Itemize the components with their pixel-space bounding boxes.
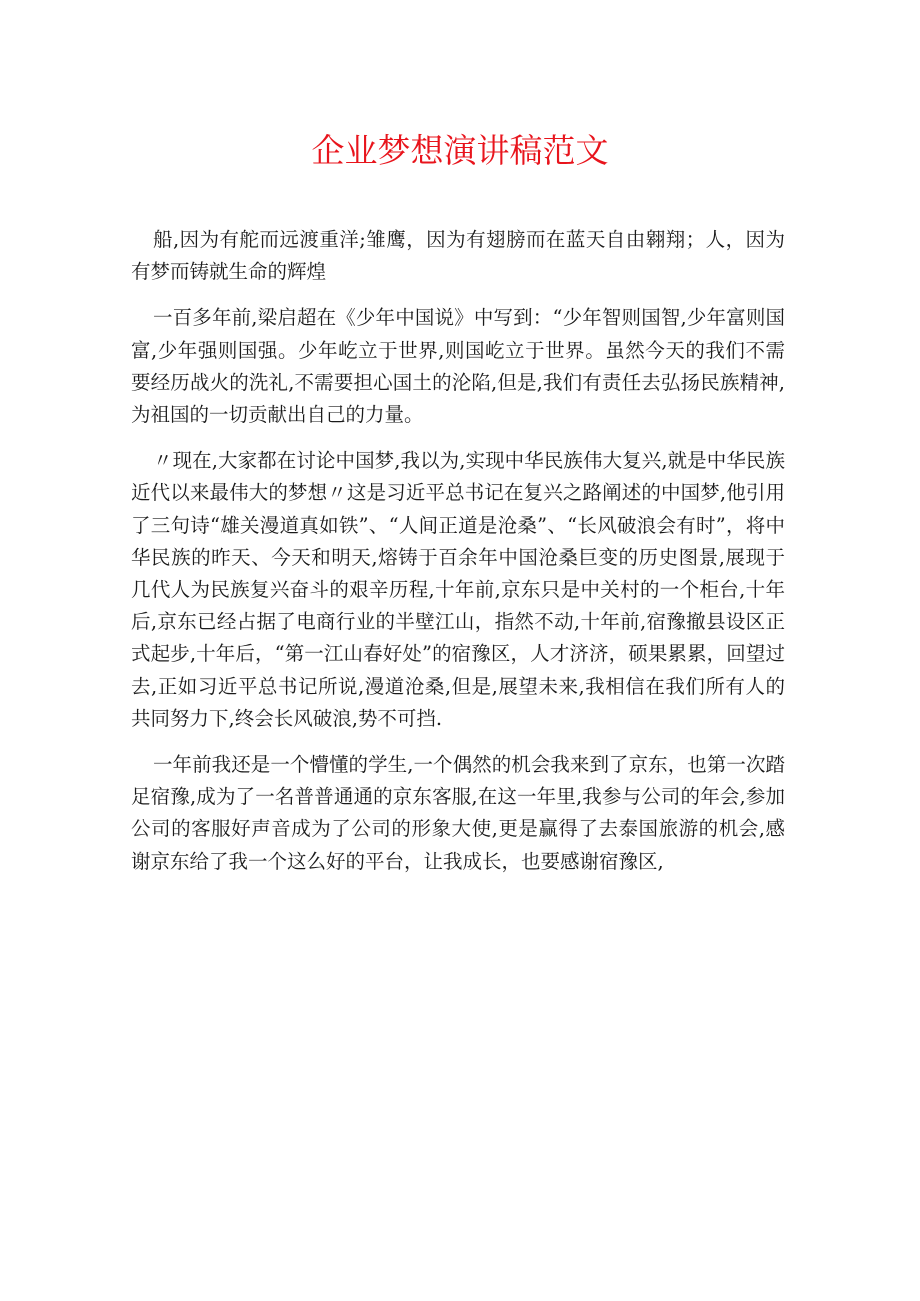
paragraph-2: 一百多年前,梁启超在《少年中国说》中写到：“少年智则国智,少年富则国富,少年强则国强。少年屹立于世界,则国屹立于世界。虽然今天的我们不需要经历战火的洗礼,不需要担心国土的沦陷,但是,我们有责任去弘扬民族精神,为祖国的一切贡献出自己的力量。 bbox=[131, 306, 785, 427]
document-body bbox=[131, 224, 785, 892]
paragraph-1: 船,因为有舵而远渡重洋;雏鹰，因为有翅膀而在蓝天自由翱翔；人，因为有梦而铸就生命的辉煌 bbox=[131, 228, 785, 284]
paragraph-3: 〃现在,大家都在讨论中国梦,我以为,实现中华民族伟大复兴,就是中华民族近代以来最伟大的梦想〃这是习近平总书记在复兴之路阐述的中国梦,他引用了三句诗“雄关漫道真如铁”、“人间正道是沧桑”、“长风破浪会有时”，将中华民族的昨天、今天和明天,熔铸于百余年中国沧桑巨变的历史图景,展现于几代人为民族复兴奋斗的艰辛历程,十年前,京东只是中关村的一个柜台,十年后,京东已经占据了电商行业的半壁江山，指然不动,十年前,宿豫撤县设区正式起步,十年后，“第一江山春好处”的宿豫区，人才济济，硕果累累，回望过去,正如习近平总书记所说,漫道沧桑,但是,展望未来,我相信在我们所有人的共同努力下,终会长风破浪,势不可挡. bbox=[131, 449, 785, 730]
document-title: 企业梦想演讲稿范文 bbox=[311, 131, 609, 170]
paragraph-4: 一年前我还是一个懵懂的学生,一个偶然的机会我来到了京东，也第一次踏足宿豫,成为了一名普普通通的京东客服,在这一年里,我参与公司的年会,参加公司的客服好声音成为了公司的形象大使,更是赢得了去泰国旅游的机会,感谢京东给了我一个这么好的平台，让我成长，也要感谢宿豫区, bbox=[131, 753, 785, 873]
